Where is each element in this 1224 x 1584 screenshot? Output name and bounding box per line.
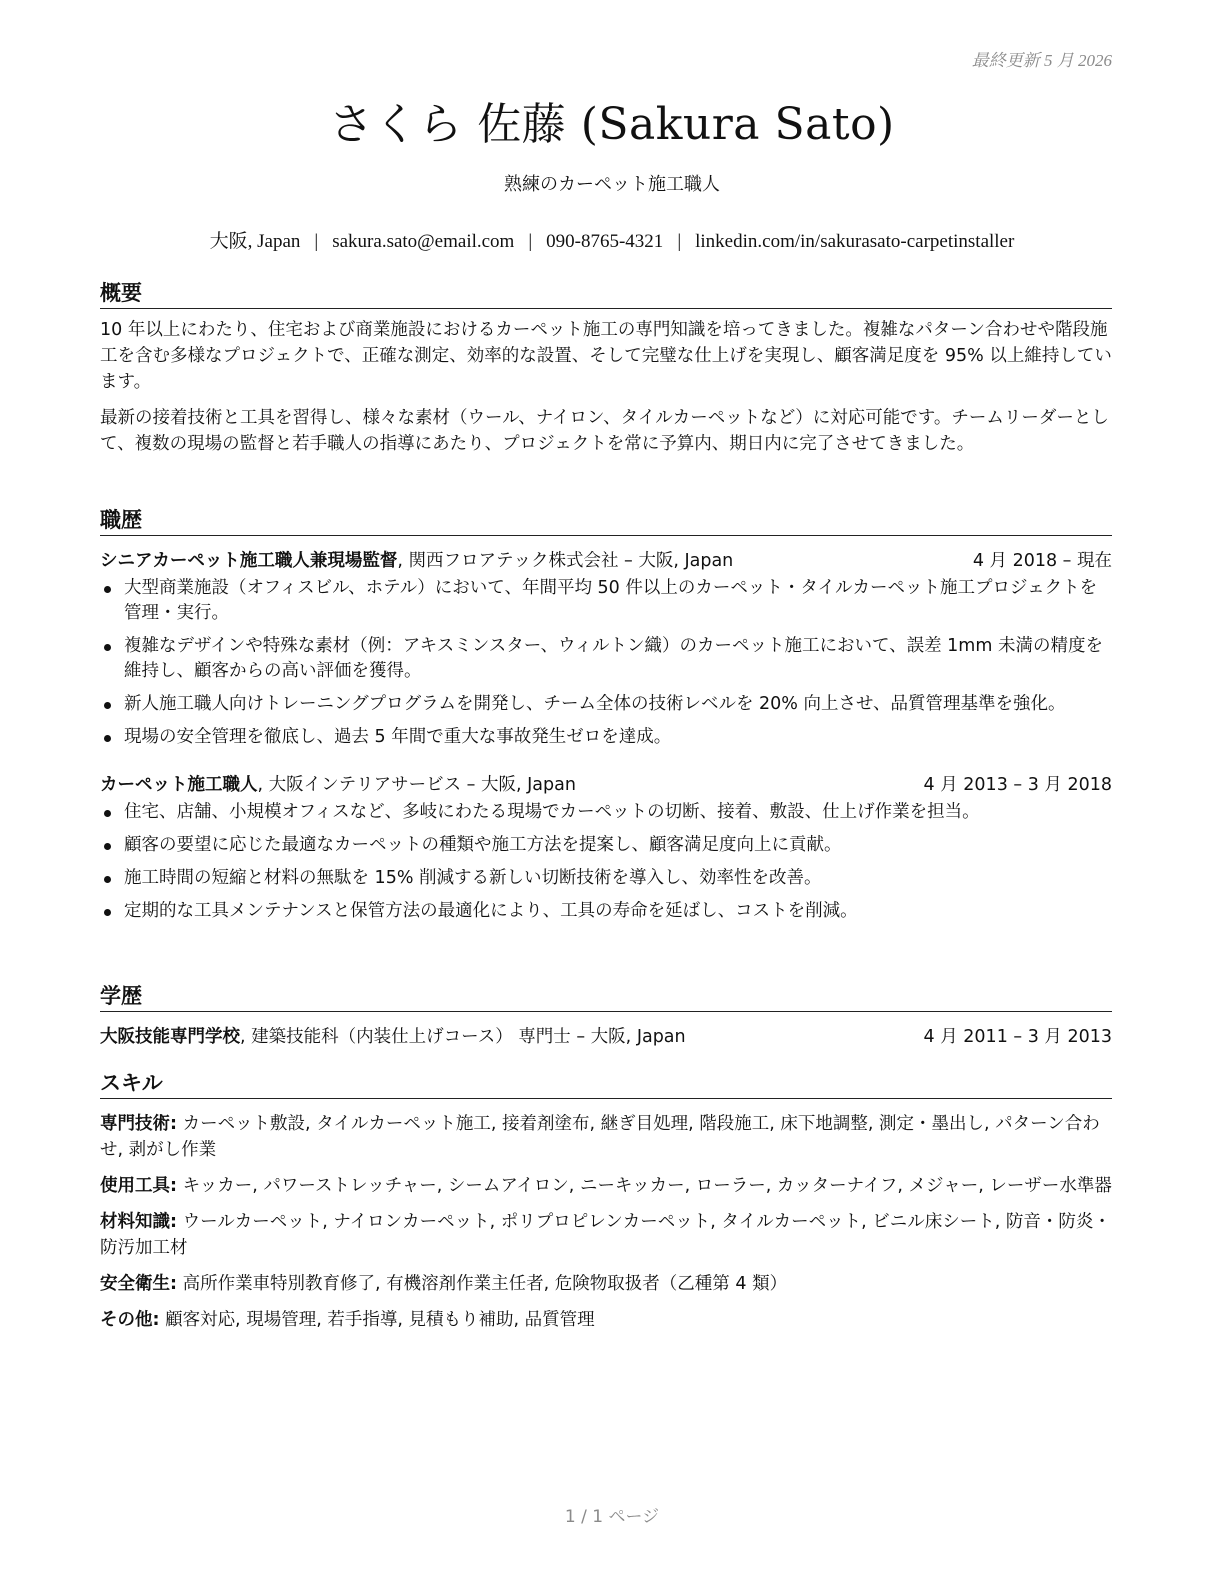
contact-separator: | [314, 231, 319, 252]
bullet-icon [104, 843, 111, 850]
contact-separator: | [528, 231, 533, 252]
list-item [100, 692, 1112, 717]
bullet-text: 現場の安全管理を徹底し、過去 5 年間で重大な事故発生ゼロを達成。 [124, 727, 672, 747]
list-item [100, 866, 1112, 891]
contact-line [0, 226, 1224, 253]
skill-row [100, 1209, 1112, 1261]
school-name: 大阪技能専門学校 [100, 1027, 240, 1047]
bullet-icon [104, 735, 111, 742]
job-date: 4 月 2013 – 3 月 2018 [923, 775, 1112, 795]
contact-phone: 090-8765-4321 [546, 231, 664, 252]
bullet-icon [104, 644, 111, 651]
summary-paragraph: 最新の接着技術と工具を習得し、様々な素材（ウール、ナイロン、タイルカーペットなど）に対応可能です。チームリーダーとして、複数の現場の監督と若手職人の指導にあたり、プロジェクトを常に予算内、期日内に完了させてきました。 [100, 408, 1109, 454]
skill-row [100, 1111, 1112, 1163]
education-title: 学歴 [100, 983, 1112, 1012]
summary-section [100, 280, 1112, 457]
bullet-text: 施工時間の短縮と材料の無駄を 15% 削減する新しい切断技術を導入し、効率性を改善。 [124, 868, 822, 888]
education-entry [100, 1024, 1112, 1050]
job-role: シニアカーペット施工職人兼現場監督 [100, 551, 398, 571]
skill-row [100, 1307, 1112, 1333]
bullet-text: 新人施工職人向けトレーニングプログラムを開発し、チーム全体の技術レベルを 20% 向上させ、品質管理基準を強化。 [124, 694, 1066, 714]
contact-email[interactable]: sakura.sato@email.com [332, 231, 515, 252]
contact-location: 大阪, Japan [209, 231, 301, 252]
list-item [100, 576, 1112, 626]
skill-value: キッカー, パワーストレッチャー, シームアイロン, ニーキッカー, ローラー, カッターナイフ, メジャー, レーザー水準器 [177, 1176, 1112, 1196]
bullet-text: 大型商業施設（オフィスビル、ホテル）において、年間平均 50 件以上のカーペット・タイルカーペット施工プロジェクトを管理・実行。 [124, 578, 1098, 623]
page-number: 1 / 1 ページ [564, 1507, 660, 1527]
bullet-text: 複雑なデザインや特殊な素材（例：アキスミンスター、ウィルトン織）のカーペット施工において、誤差 1mm 未満の精度を維持し、顧客からの高い評価を獲得。 [124, 636, 1103, 681]
education-date: 4 月 2011 – 3 月 2013 [923, 1027, 1112, 1047]
skill-label: その他: [100, 1310, 160, 1330]
skills-title: スキル [100, 1070, 1112, 1099]
list-item [100, 725, 1112, 750]
summary-paragraph: 10 年以上にわたり、住宅および商業施設におけるカーペット施工の専門知識を培ってきました。複雑なパターン合わせや階段施工を含む多様なプロジェクトで、正確な測定、効率的な設置、そして完璧な仕上げを実現し、顧客満足度を 95% 以上維持しています。 [100, 320, 1112, 392]
bullet-icon [104, 702, 111, 709]
headline: 熟練のカーペット施工職人 [504, 174, 720, 195]
last-updated: 最終更新 5 月 2026 [971, 51, 1112, 70]
skills-section [100, 1070, 1112, 1343]
experience-section [100, 507, 1112, 932]
list-item [100, 800, 1112, 825]
contact-linkedin[interactable]: linkedin.com/in/sakurasato-carpetinstaller [695, 231, 1015, 252]
list-item [100, 899, 1112, 924]
bullet-text: 定期的な工具メンテナンスと保管方法の最適化により、工具の寿命を延ばし、コストを削減。 [124, 901, 858, 921]
job-date: 4 月 2018 – 現在 [972, 551, 1112, 571]
list-item [100, 634, 1112, 684]
skill-value: 高所作業車特別教育修了, 有機溶剤作業主任者, 危険物取扱者（乙種第 4 類） [177, 1274, 788, 1294]
skill-label: 専門技術: [100, 1114, 177, 1134]
job-bullets [100, 576, 1112, 750]
bullet-icon [104, 909, 111, 916]
bullet-icon [104, 876, 111, 883]
list-item [100, 833, 1112, 858]
job-header [100, 548, 1112, 574]
skill-label: 材料知識: [100, 1212, 177, 1232]
job-role: カーペット施工職人 [100, 775, 258, 795]
job-org: , 関西フロアテック株式会社 – 大阪, Japan [397, 551, 734, 571]
experience-title: 職歴 [100, 507, 1112, 536]
bullet-icon [104, 810, 111, 817]
candidate-name: さくら 佐藤 (Sakura Sato) [329, 99, 895, 150]
skill-value: ウールカーペット, ナイロンカーペット, ポリプロピレンカーペット, タイルカーペット, ビニル床シート, 防音・防炎・防汚加工材 [100, 1212, 1111, 1258]
education-detail: , 建築技能科（内装仕上げコース） 専門士 – 大阪, Japan [240, 1027, 686, 1047]
summary-title: 概要 [100, 280, 1112, 309]
job-entry [100, 772, 1112, 924]
skill-value: 顧客対応, 現場管理, 若手指導, 見積もり補助, 品質管理 [159, 1310, 595, 1330]
skill-row [100, 1271, 1112, 1297]
skill-label: 安全衛生: [100, 1274, 177, 1294]
education-section [100, 983, 1112, 1050]
skill-row [100, 1173, 1112, 1199]
job-bullets [100, 800, 1112, 924]
bullet-text: 顧客の要望に応じた最適なカーペットの種類や施工方法を提案し、顧客満足度向上に貢献。 [124, 835, 842, 855]
job-entry [100, 548, 1112, 750]
skill-label: 使用工具: [100, 1176, 177, 1196]
skill-value: カーペット敷設, タイルカーペット施工, 接着剤塗布, 継ぎ目処理, 階段施工, 床下地調整, 測定・墨出し, パターン合わせ, 剥がし作業 [100, 1114, 1100, 1160]
bullet-icon [104, 586, 111, 593]
contact-separator: | [677, 231, 682, 252]
job-org: , 大阪インテリアサービス – 大阪, Japan [257, 775, 576, 795]
bullet-text: 住宅、店舗、小規模オフィスなど、多岐にわたる現場でカーペットの切断、接着、敷設、仕上げ作業を担当。 [124, 802, 980, 822]
job-header [100, 772, 1112, 798]
